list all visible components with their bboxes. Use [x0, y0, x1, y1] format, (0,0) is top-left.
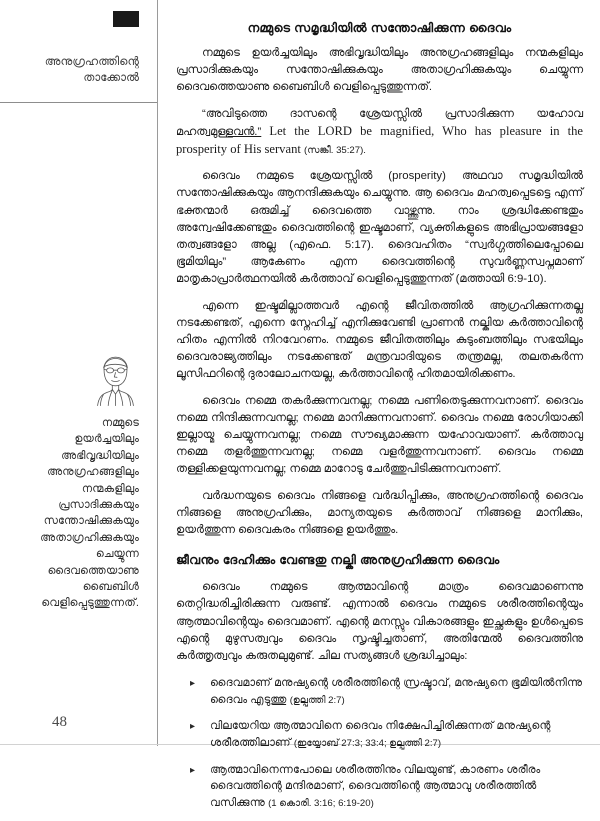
pull-quote-line: നന്മകളിലും — [81, 482, 139, 495]
pull-quote-line: അഭിവൃദ്ധിയിലും — [61, 449, 139, 462]
column-divider-rule — [157, 0, 158, 746]
pull-quote-line: ബൈബിൾ — [82, 581, 139, 594]
pull-quote — [15, 415, 139, 612]
bullet-triangle-icon: ▸ — [190, 678, 196, 690]
paragraph-5: ദൈവം നമ്മെ തകർക്കുന്നവനല്ല; നമ്മെ പണിതെടുക്കുന്നവനാണ്. ദൈവം നമ്മെ നിന്ദിക്കുന്നവനല്ല; നമ്മെ മാനിക്കുന്നവനാണ്. ദൈവം നമ്മെ രോഗിയാക്കി ഇല്ലായ്മ ചെയ്യുന്നവനല്ല; നമ്മെ സൗഖ്യമാക്കുന്ന യഹോവയാണ്. കർത്താവു നമ്മെ തളർത്തുന്നവനല്ല; നമ്മെ വളർത്തുന്നവനാണ്. ദൈവം നമ്മെ തള്ളിക്കളയുന്നവനല്ല; നമ്മെ മാറോടു ചേർത്തുപിടിക്കുന്നവനാണ്. — [176, 394, 583, 476]
pull-quote-line: അതാഗ്രഹിക്കുകയും — [40, 531, 139, 544]
left-margin-column — [0, 0, 157, 746]
paragraph-6: വർദ്ധനയുടെ ദൈവം നിങ്ങളെ വർദ്ധിപ്പിക്കും, അനുഗ്രഹത്തിന്റെ ദൈവം നിങ്ങളെ അനുഗ്രഹിക്കും, മാന്യതയുടെ കർത്താവ് നിങ്ങളെ മാനിക്കും, ഉയർത്തുന്ന ദൈവകരം നിങ്ങളെ ഉയർത്തും. — [176, 489, 583, 537]
section-heading-2: ജീവനും ദേഹിക്കും വേണ്ടതു നല്കി അനുഗ്രഹിക്കുന്ന ദൈവം — [176, 553, 500, 568]
scripture-points-list — [176, 665, 583, 821]
author-portrait-icon — [88, 356, 142, 406]
list-item-text: വിലയേറിയ ആത്മാവിനെ ദൈവം നിക്ഷേപിച്ചിരിക്കുന്നത് മനുഷ്യന്റെ ശരീരത്തിലാണ് — [210, 720, 551, 750]
running-head-line-2: താക്കോൽ — [83, 71, 139, 84]
list-item-reference: (1 കൊരി. 3:16; 6:19-20) — [268, 797, 374, 809]
quote-malayalam-part-2: ള്ളവൻ.” — [217, 125, 262, 138]
paragraph-4: എന്നെ ഇഷ്ടമില്ലാത്തവർ എന്റെ ജീവിതത്തിൽ ആഗ്രഹിക്കുന്നതല്ല നടക്കേണ്ടത്, എന്നെ സ്നേഹിച്ച് എനിക്കുവേണ്ടി പ്രാണൻ നല്കിയ കർത്താവിന്റെ ഹിതം എന്നിൽ നിറവേറണം. നമ്മുടെ ജീവിതത്തിലും കുടുംബത്തിലും സഭയിലും ദൈവരാജ്യത്തിലും നടക്കേണ്ടത് മന്ത്രവാദിയുടെ തന്ത്രമല്ല, തലതകർന്ന ലൂസിഫറിന്റെ ദുരാലോചനയല്ല, കർത്താവിന്റെ ഹിതമായിരിക്കണം. — [176, 299, 583, 381]
paragraph-1: നമ്മുടെ ഉയർച്ചയിലും അഭിവൃദ്ധിയിലും അനുഗ്രഹങ്ങളിലും നന്മകളിലും പ്രസാദിക്കുകയും സന്തോഷിക്കുകയും അതാഗ്രഹിക്കുകയും ചെയ്യുന്ന ദൈവത്തെയാണു ബൈബിൾ വെളിപ്പെടുത്തുന്നത്. — [176, 47, 583, 94]
quote-english: Let the LORD be magnified, Who has pleasure in the prosperity of His servant — [176, 123, 583, 157]
header-divider-rule — [0, 102, 157, 103]
section-heading-1: നമ്മുടെ സമൃദ്ധിയിൽ സന്തോഷിക്കുന്ന ദൈവം — [247, 21, 512, 35]
running-head — [17, 55, 139, 86]
paragraph-7: ദൈവം നമ്മുടെ ആത്മാവിന്റെ മാത്രം ദൈവമാണെന്നു തെറ്റിദ്ധരിച്ചിരിക്കുന്ന വരുണ്ട്. എന്നാൽ ദൈവം നമ്മുടെ ശരീരത്തിന്റെയും ആത്മാവിന്റെയും ദൈവമാണ്. എന്റെ മനസ്സും വികാരങ്ങളും ഇച്ഛകളും ഉൾപ്പെടെ എന്റെ മുഴുസത്വവും ദൈവം സൃഷ്ടിച്ചതാണ്, അതിന്മേൽ ദൈവത്തിനു കർത്തൃത്വവും കരുതലുമുണ്ട്. ചില സത്യങ്ങൾ ശ്രദ്ധിച്ചാലും: — [176, 581, 583, 663]
list-item — [176, 762, 583, 821]
list-item-text: ആത്മാവിനെന്നപോലെ ശരീരത്തിനും വിലയുണ്ട്, കാരണം ശരീരം ദൈവത്തിന്റെ മന്ദിരമാണ്, ദൈവത്തിന്റെ ആത്മാവു ശരീരത്തിൽ വസിക്കുന്നു — [210, 763, 541, 809]
list-item-reference: (ഉല്പത്തി 2:7) — [289, 694, 345, 706]
pull-quote-line: വെളിപ്പെടുത്തുന്നത്. — [41, 597, 139, 610]
pull-quote-line: അനുഗ്രഹങ്ങളിലും — [47, 466, 139, 479]
list-item — [176, 718, 583, 761]
bullet-triangle-icon: ▸ — [190, 764, 196, 776]
list-item — [176, 675, 583, 718]
pull-quote-line: ദൈവത്തെയാണു — [47, 564, 139, 577]
quote-reference: (സങ്കീ. 35:27). — [304, 145, 366, 157]
pull-quote-line: നമ്മുടെ — [101, 417, 139, 429]
bullet-triangle-icon: ▸ — [190, 721, 196, 733]
running-head-line-1: അനുഗ്രഹത്തിന്റെ — [44, 56, 139, 68]
paragraph-3: ദൈവം നമ്മുടെ ശ്രേയസ്സിൽ (prosperity) അഥവാ സമൃദ്ധിയിൽ സന്തോഷിക്കുകയും ആനന്ദിക്കുകയും ചെയ്യുന്നു. ആ ദൈവം മഹത്വപ്പെടട്ടെ എന്ന് ഭക്തന്മാർ ഒരുമിച്ച് ദൈവത്തെ വാഴ്ത്തുന്നു. നാം ശ്രദ്ധിക്കേണ്ടതും അന്വേഷിക്കേണ്ടതും ദൈവത്തിന്റെ ഇഷ്ടമാണ്, വ്യക്തികളുടെ അഭിപ്രായങ്ങളോ തത്വങ്ങളോ അല്ല (എഫെ. 5:17). ദൈവഹിതം “സ്വർഗ്ഗത്തിലെപ്പോലെ ഭൂമിയിലും” ആകേണം എന്ന ദൈവത്തിന്റെ സുവർണ്ണസ്വപ്നമാണ് മാതൃകാപ്രാർത്ഥനയിൽ കർത്താവ് വെളിപ്പെടുത്തുന്നത് (മത്തായി 6:9-10). — [176, 170, 583, 286]
pull-quote-line: ഉയർച്ചയിലും — [74, 433, 139, 446]
list-item-text: ദൈവമാണ് മനുഷ്യന്റെ ശരീരത്തിന്റെ സ്രഷ്ടാവ്, മനുഷ്യനെ ഭൂമിയിൽനിന്നു ദൈവം എടുത്തു — [210, 677, 583, 706]
pull-quote-line: ചെയ്യുന്ന — [95, 548, 139, 561]
list-item-reference: (ഇയ്യോബ് 27:3; 33:4; ഉല്പത്തി 2:7) — [293, 738, 442, 750]
pull-quote-line: പ്രസാദിക്കുകയും — [58, 499, 139, 512]
pull-quote-line: സന്തോഷിക്കുകയും — [43, 515, 139, 528]
quote-malayalam-part-1: “അവിടുത്തെ ദാസന്റെ ശ്രേയസ്സിൽ പ്രസാദിക്കുന്ന യഹോവ മഹത്വമു — [176, 107, 583, 138]
page-number: 48 — [52, 714, 67, 730]
body-column — [176, 0, 583, 809]
chapter-marker-square — [113, 11, 139, 27]
scripture-quote-paragraph — [176, 97, 583, 160]
